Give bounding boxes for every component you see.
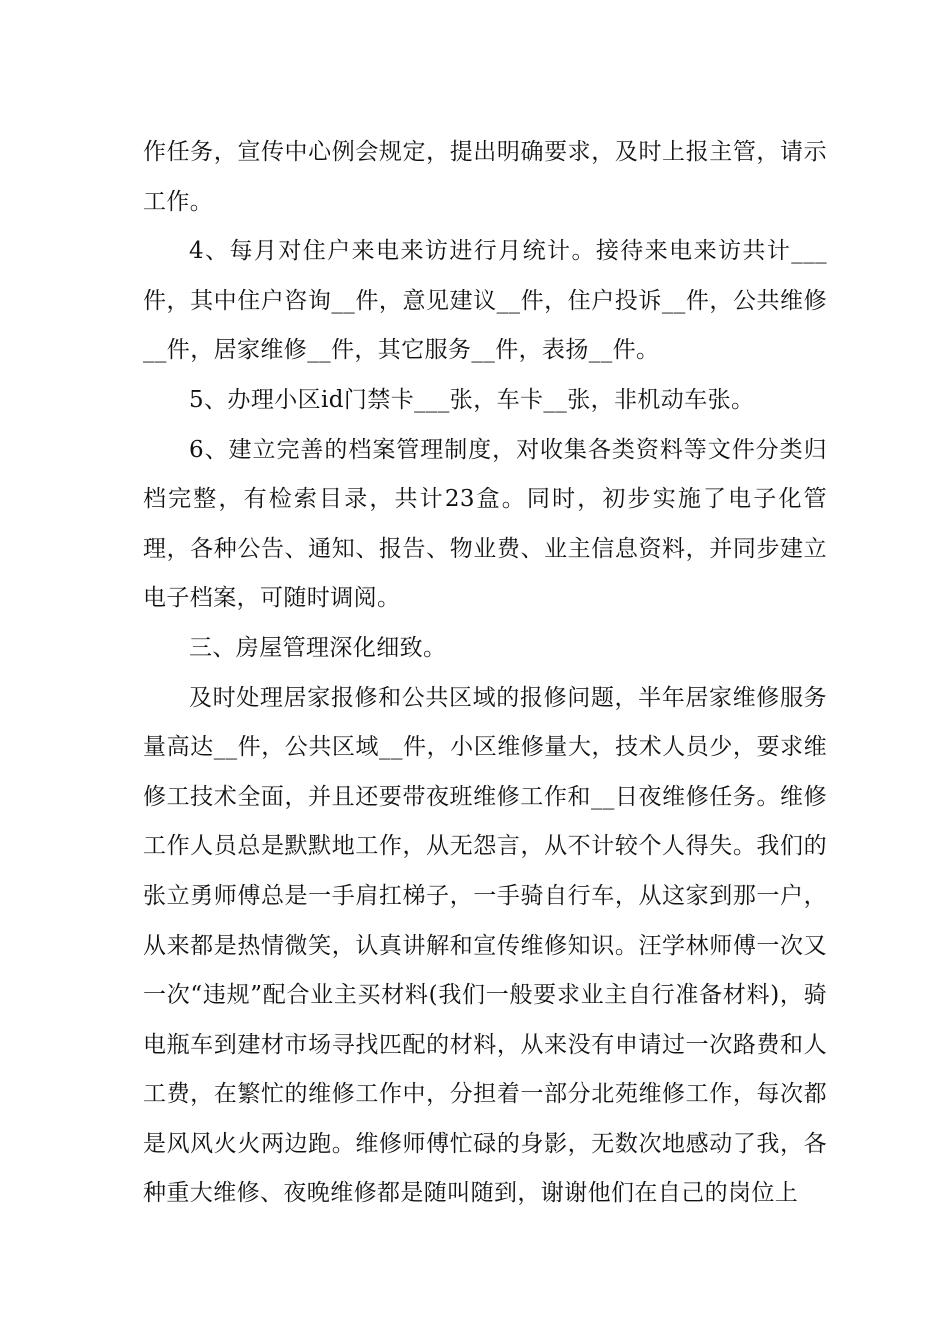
section-heading-housing-management: 三、房屋管理深化细致。 [189,634,447,661]
paragraph-access-cards: 5、办理小区id门禁卡___张，车卡__张，非机动车张。 [189,386,755,413]
paragraph-repair-work: 及时处理居家报修和公共区域的报修问题，半年居家维修服务量高达__件，公共区域__件，小区维修量大，技术人员少，要求维修工技术全面，并且还要带夜班维修工作和__日夜维修任务。维修工作人员总是默默地工作，从无怨言，从不计较个人得失。我们的张立勇师傅总是一手肩扛梯子，一手骑自行车，从这家到那一户，从来都是热情微笑，认真讲解和宣传维修知识。汪学林师傅一次又一次“违规”配合业主买材料(我们一般要求业主自行准备材料)，骑电瓶车到建材市场寻找匹配的材料，从来没有申请过一次路费和人工费，在繁忙的维修工作中，分担着一部分北苑维修工作，每次都是风风火火两边跑。维修师傅忙碌的身影，无数次地感动了我，各种重大维修、夜晚维修都是随叫随到，谢谢他们在自己的岗位上 [143,684,827,1207]
paragraph-monthly-statistics: 4、每月对住户来电来访进行月统计。接待来电来访共计___件，其中住户咨询__件，意见建议__件，住户投诉__件，公共维修__件，居家维修__件，其它服务__件，表扬__件。 [143,238,827,364]
document-body [143,128,827,1219]
paragraph-task-continuation: 作任务，宣传中心例会规定，提出明确要求，及时上报主管，请示工作。 [143,139,827,215]
paragraph-archive-management: 6、建立完善的档案管理制度，对收集各类资料等文件分类归档完整，有检索目录，共计23盒。同时，初步实施了电子化管理，各种公告、通知、报告、物业费、业主信息资料，并同步建立电子档案，可随时调阅。 [143,436,827,612]
